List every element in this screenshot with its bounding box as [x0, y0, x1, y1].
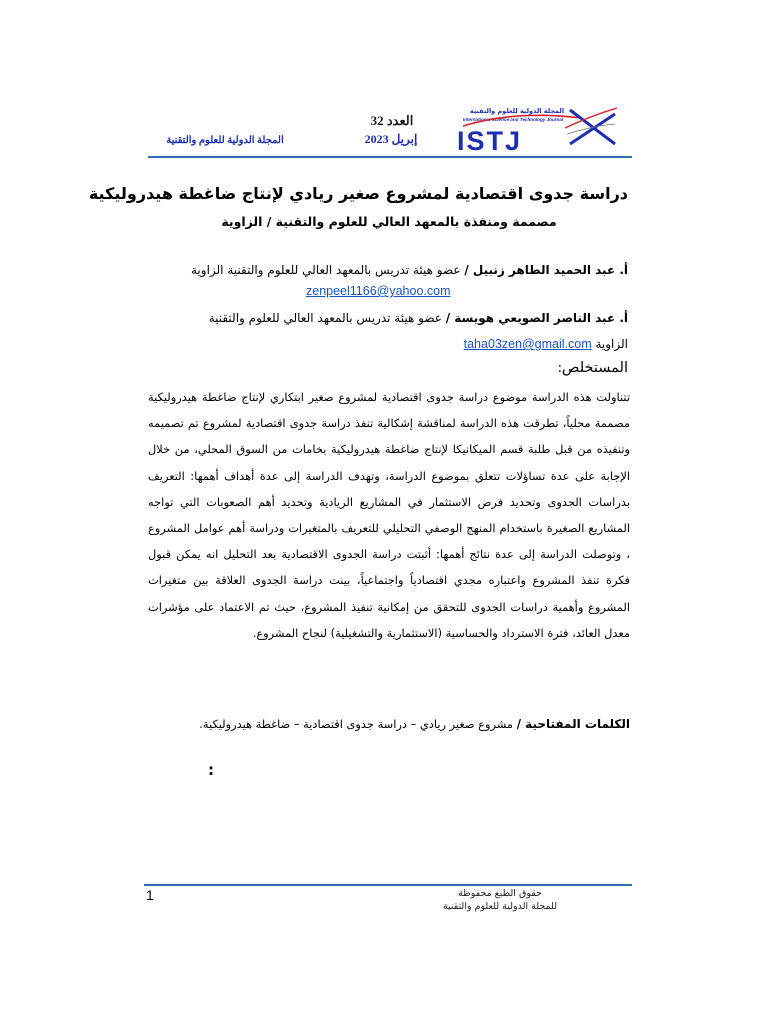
footer-divider: [144, 884, 632, 886]
article-title: دراسة جدوى اقتصادية لمشروع صغير ريادي لإنتاج ضاغطة هيدروليكية: [88, 184, 628, 203]
issue-date: إبريل 2023: [364, 132, 418, 146]
keywords-label: الكلمات المفتاحية /: [516, 717, 630, 731]
author-2-affiliation-line: [150, 336, 628, 352]
keywords-paragraph: [148, 711, 630, 737]
logo-arabic-text: المجلة الدولية للعلوم والتقنية: [469, 107, 565, 115]
copyright-line-2: للمجلة الدولية للعلوم والتقنية: [442, 901, 558, 912]
author-2: [150, 310, 628, 326]
journal-logo: [455, 104, 617, 154]
header-divider: [148, 156, 632, 158]
abstract-heading: المستخلص:: [557, 360, 628, 376]
logo-english-text: International Science and Technology Journal: [462, 117, 564, 122]
page-number: 1: [146, 887, 154, 903]
logo-x-emblem: [565, 108, 617, 144]
keywords-text: مشروع صغير ريادي – دراسة جدوى اقتصادية – ضاغطة هيدروليكية.: [199, 717, 513, 731]
stray-colon: :: [208, 761, 214, 779]
issue-number: العدد 32: [370, 113, 414, 128]
logo-letters: ISTJ: [457, 126, 523, 154]
author-2-name: أ. عبد الناصر الصويعي هويسة /: [445, 311, 628, 325]
author-2-affiliation: عضو هيئة تدريس بالمعهد العالي للعلوم والتقنية: [208, 311, 442, 325]
footer-copyright: [420, 887, 580, 913]
author-2-affiliation-cont: الزاوية: [595, 337, 628, 351]
journal-name: المجلة الدولية للعلوم والتقنية: [166, 135, 284, 146]
author-1: [150, 262, 628, 278]
article-subtitle: مصممة ومنفذة بالمعهد العالي للعلوم والتقنية / الزاوية: [221, 214, 557, 229]
abstract-body: تتناولت هذه الدراسة موضوع دراسة جدوى اقتصادية لمشروع صغير ابتكاري لإنتاج ضاغطة هيدروليكية مصممة محلياً، تطرقت هذه الدراسة لمناقشة إشكالية تنفذ دراسة جدوى اقتصادية لمشروع تم تصميمه وتنفيذه من قبل طلبة قسم الميكانيكا لإنتاج ضاغطة هيدروليكية بخامات من السوق المحلي، من خلال الإجابة على عدة تساؤلات تتعلق بموضوع الدراسة، وتهدف الدراسة إلى عدة أهداف أهمها: التعريف بدراسات الجدوى وتحديد فرص الاستثمار في المشاريع الريادية وتحديد أهم الصعوبات التي تواجه المشاريع الصغيرة باستخدام المنهج الوصفي التحليلي للتعريف بالمتغيرات ودراسة أهم عوامل المشروع ، وتوصلت الدراسة إلى عدة نتائج أهمها: أثبتت دراسة الجدوى الاقتصادية بعد التحليل انه يمكن قبول فكرة تنفذ المشروع واعتباره مجدي اقتصادياً واجتماعياً، بينت دراسة الجدوى العلاقة بين متغيرات المشروع وأهمية دراسات الجدوى للتحقق من إمكانية تنفيذ المشروع، حيث تم الاعتماد على مؤشرات معدل العائد، فترة الاسترداد والحساسية (الاستثمارية والتشغيلية) لنجاح المشروع.: [148, 390, 630, 640]
author-1-affiliation: عضو هيئة تدريس بالمعهد العالي للعلوم والتقنية الزاوية: [191, 263, 461, 277]
author-2-email-link[interactable]: taha03zen@gmail.com: [463, 337, 592, 351]
author-1-name: أ. عبد الحميد الطاهر زنبيل /: [464, 263, 628, 277]
copyright-line-1: حقوق الطبع محفوظة: [458, 888, 542, 899]
author-1-email-link[interactable]: zenpeel1166@yahoo.com: [306, 284, 451, 298]
